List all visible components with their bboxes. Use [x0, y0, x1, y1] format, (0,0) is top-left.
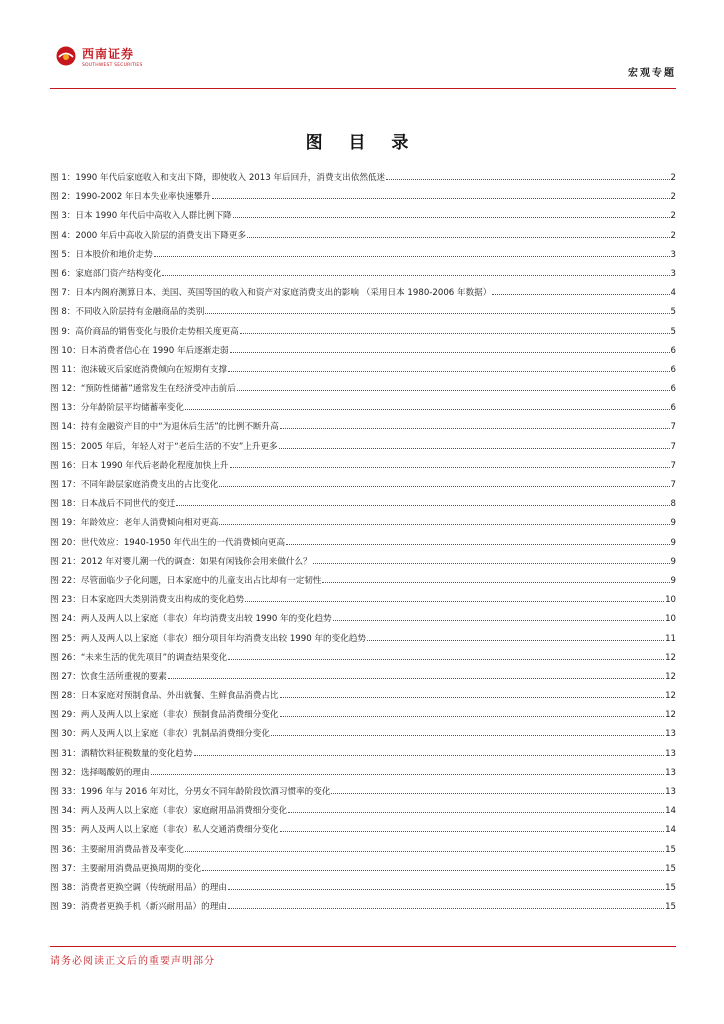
- toc-dot-leader: [313, 563, 670, 564]
- toc-entry-page: 5: [670, 307, 676, 318]
- toc-dot-leader: [331, 793, 664, 794]
- toc-entry-label: 图 32：选择喝酸奶的理由: [50, 767, 150, 778]
- toc-entry[interactable]: [50, 575, 676, 594]
- toc-dot-leader: [212, 198, 670, 199]
- toc-entry-label: 图 26：“未来生活的优先项目”的调查结果变化: [50, 652, 228, 663]
- company-logo: [50, 40, 190, 76]
- toc-entry[interactable]: [50, 460, 676, 479]
- toc-dot-leader: [247, 237, 669, 238]
- toc-dot-leader: [154, 256, 670, 257]
- toc-entry[interactable]: [50, 345, 676, 364]
- toc-entry-label: 图 30：两人及两人以上家庭（非农）乳制品消费细分变化: [50, 729, 270, 740]
- toc-entry-page: 11: [665, 633, 676, 644]
- toc-entry[interactable]: [50, 249, 676, 268]
- toc-entry-label: 图 22：尽管面临少子化问题，日本家庭中的儿童支出占比却有一定韧性: [50, 575, 322, 586]
- toc-dot-leader: [228, 908, 664, 909]
- toc-entry[interactable]: [50, 882, 676, 901]
- toc-entry-page: 2: [670, 211, 676, 222]
- toc-entry-page: 12: [665, 652, 676, 663]
- toc-entry-page: 12: [665, 671, 676, 682]
- footer-disclaimer: 请务必阅读正文后的重要声明部分: [50, 956, 215, 967]
- toc-entry[interactable]: [50, 402, 676, 421]
- toc-entry[interactable]: [50, 652, 676, 671]
- toc-entry-page: 15: [665, 844, 676, 855]
- toc-entry-page: 13: [665, 748, 676, 759]
- section-title: 宏观专题: [628, 68, 676, 79]
- toc-entry-label: 图 17：不同年龄层家庭消费支出的占比变化: [50, 480, 219, 490]
- toc-dot-leader: [367, 640, 664, 641]
- toc-entry[interactable]: [50, 230, 676, 249]
- toc-entry[interactable]: [50, 210, 676, 229]
- toc-entry[interactable]: [50, 326, 676, 345]
- toc-dot-leader: [280, 716, 665, 717]
- toc-entry-page: 10: [665, 614, 676, 625]
- toc-dot-leader: [176, 505, 669, 506]
- toc-dot-leader: [240, 333, 670, 334]
- toc-dot-leader: [228, 889, 664, 890]
- toc-dot-leader: [185, 851, 664, 852]
- toc-dot-leader: [230, 467, 670, 468]
- toc-entry-page: 7: [670, 460, 676, 471]
- toc-entry-page: 8: [670, 499, 676, 510]
- toc-entry-label: 图 20：世代效应：1940-1950 年代出生的一代消费倾向更高: [50, 537, 286, 548]
- toc-entry[interactable]: [50, 364, 676, 383]
- toc-entry-label: 图 3：日本 1990 年代后中高收入人群比例下降: [50, 211, 232, 222]
- toc-entry[interactable]: [50, 805, 676, 824]
- toc-entry-label: 图 11：泡沫破灭后家庭消费倾向在短期有支撑: [50, 364, 227, 375]
- toc-entry-page: 2: [670, 173, 676, 183]
- toc-entry-label: 图 1：1990 年代后家庭收入和支出下降，即使收入 2013 年后回升，消费支出依然低迷: [50, 173, 386, 183]
- toc-entry-page: 7: [670, 441, 676, 452]
- header-divider: [50, 88, 676, 89]
- toc-entry-page: 15: [665, 882, 676, 893]
- toc-entry-label: 图 37：主要耐用消费品更换周期的变化: [50, 863, 202, 874]
- toc-entry-label: 图 13：分年龄阶层平均储蓄率变化: [50, 403, 184, 414]
- toc-entry-page: 6: [670, 345, 676, 356]
- toc-entry-page: 6: [670, 364, 676, 375]
- toc-entry-label: 图 31：酒精饮料征税数量的变化趋势: [50, 748, 193, 759]
- toc-entry-page: 14: [665, 806, 676, 817]
- toc-entry[interactable]: [50, 844, 676, 863]
- toc-entry[interactable]: [50, 556, 676, 575]
- toc-entry[interactable]: [50, 287, 676, 306]
- logo-text-en: SOUTHWEST SECURITIES: [82, 63, 143, 68]
- toc-entry-label: 图 14：持有金融资产目的中“为退休后生活”的比例不断升高: [50, 422, 279, 433]
- toc-dot-leader: [280, 428, 670, 429]
- toc-entry-label: 图 38：消费者更换空调（传统耐用品）的理由: [50, 882, 227, 893]
- toc-entry-page: 7: [670, 480, 676, 490]
- toc-entry-page: 10: [665, 595, 676, 606]
- toc-entry-page: 6: [670, 403, 676, 414]
- toc-entry[interactable]: [50, 306, 676, 325]
- toc-entry-page: 2: [670, 192, 676, 203]
- toc-entry-label: 图 4：2000 年后中高收入阶层的消费支出下降更多: [50, 230, 247, 241]
- toc-entry[interactable]: [50, 191, 676, 210]
- toc-entry[interactable]: [50, 537, 676, 556]
- toc-entry-page: 13: [665, 767, 676, 778]
- toc-dot-leader: [168, 678, 664, 679]
- toc-entry-page: 13: [665, 729, 676, 740]
- toc-entry-page: 9: [670, 518, 676, 529]
- toc-entry-page: 2: [670, 230, 676, 241]
- toc-entry-page: 15: [665, 863, 676, 874]
- toc-entry-page: 12: [665, 691, 676, 702]
- toc-entry-label: 图 24：两人及两人以上家庭（非农）年均消费支出较 1990 年的变化趋势: [50, 614, 332, 625]
- toc-entry-label: 图 10：日本消费者信心在 1990 年后逐渐走弱: [50, 345, 229, 356]
- toc-entry-label: 图 9：高价商品的销售变化与股价走势相关度更高: [50, 326, 239, 337]
- toc-entry[interactable]: [50, 690, 676, 709]
- toc-entry[interactable]: [50, 594, 676, 613]
- toc-dot-leader: [492, 294, 669, 295]
- toc-entry[interactable]: [50, 709, 676, 728]
- toc-dot-leader: [271, 735, 664, 736]
- toc-dot-leader: [233, 217, 670, 218]
- toc-entry[interactable]: [50, 671, 676, 690]
- toc-entry-label: 图 8：不同收入阶层持有金融商品的类别: [50, 307, 205, 318]
- logo-text-cn: 西南证券: [82, 47, 135, 61]
- toc-dot-leader: [205, 313, 669, 314]
- toc-entry-label: 图 18：日本战后不同世代的变迁: [50, 499, 176, 510]
- logo-mark-icon: [56, 46, 76, 66]
- toc-dot-leader: [333, 620, 664, 621]
- toc-entry-label: 图 34：两人及两人以上家庭（非农）家庭耐用品消费细分变化: [50, 806, 288, 817]
- toc-entry-page: 6: [670, 384, 676, 395]
- toc-entry[interactable]: [50, 767, 676, 786]
- toc-entry-page: 3: [670, 249, 676, 260]
- toc-entry-page: 9: [670, 575, 676, 586]
- toc-entry[interactable]: [50, 479, 676, 498]
- toc-entry-label: 图 6：家庭部门资产结构变化: [50, 268, 162, 279]
- toc-entry[interactable]: [50, 633, 676, 652]
- toc-entry-label: 图 36：主要耐用消费品普及率变化: [50, 844, 184, 855]
- toc-entry[interactable]: [50, 863, 676, 882]
- toc-entry-label: 图 16：日本 1990 年代后老龄化程度加快上升: [50, 460, 229, 471]
- toc-dot-leader: [194, 755, 664, 756]
- toc-entry-page: 5: [670, 326, 676, 337]
- toc-entry-label: 图 12：“预防性储蓄”通常发生在经济受冲击前后: [50, 384, 236, 395]
- toc-entry-label: 图 2：1990-2002 年日本失业率快速攀升: [50, 192, 211, 203]
- toc-entry-label: 图 27：饮食生活所重视的要素: [50, 671, 167, 682]
- toc-entry-page: 3: [670, 268, 676, 279]
- toc-dot-leader: [185, 409, 670, 410]
- toc-entry[interactable]: [50, 268, 676, 287]
- toc-dot-leader: [386, 179, 669, 180]
- toc-entry-page: 15: [665, 902, 676, 913]
- toc-entry-label: 图 23：日本家庭四大类别消费支出构成的变化趋势: [50, 595, 245, 606]
- toc-entry-page: 9: [670, 537, 676, 548]
- toc-entry[interactable]: [50, 421, 676, 440]
- toc-entry[interactable]: [50, 613, 676, 632]
- toc-dot-leader: [322, 582, 669, 583]
- toc-entry-page: 12: [665, 710, 676, 721]
- toc-dot-leader: [219, 486, 669, 487]
- toc-dot-leader: [230, 352, 670, 353]
- footer-divider: [50, 946, 676, 947]
- toc-entry-page: 13: [665, 787, 676, 797]
- toc-dot-leader: [280, 697, 665, 698]
- toc-entry-label: 图 33：1996 年与 2016 年对比，分男女不同年龄阶段饮酒习惯率的变化: [50, 787, 331, 797]
- toc-entry[interactable]: [50, 786, 676, 805]
- page-header: [50, 40, 676, 84]
- toc-entry-label: 图 29：两人及两人以上家庭（非农）预制食品消费细分变化: [50, 710, 279, 721]
- toc-list: [50, 172, 676, 920]
- toc-title: 图 目 录: [305, 133, 419, 153]
- toc-dot-leader: [202, 870, 664, 871]
- toc-entry-label: 图 39：消费者更换手机（新兴耐用品）的理由: [50, 902, 227, 913]
- toc-entry-page: 7: [670, 422, 676, 433]
- toc-entry-page: 14: [665, 825, 676, 836]
- toc-entry-label: 图 25：两人及两人以上家庭（非农）细分项目年均消费支出较 1990 年的变化趋势: [50, 633, 367, 644]
- toc-entry[interactable]: [50, 728, 676, 747]
- toc-dot-leader: [245, 601, 664, 602]
- toc-dot-leader: [280, 831, 665, 832]
- toc-entry-label: 图 19：年龄效应：老年人消费倾向相对更高: [50, 518, 219, 529]
- toc-entry[interactable]: [50, 441, 676, 460]
- toc-dot-leader: [237, 390, 670, 391]
- toc-entry-label: 图 5：日本股价和地价走势: [50, 249, 153, 260]
- toc-entry-label: 图 28：日本家庭对预制食品、外出就餐、生鲜食品消费占比: [50, 691, 279, 702]
- toc-entry[interactable]: [50, 498, 676, 517]
- toc-entry[interactable]: [50, 517, 676, 536]
- toc-dot-leader: [286, 544, 669, 545]
- toc-entry-label: 图 7：日本内阁府测算日本、美国、英国等国的收入和资产对家庭消费支出的影响 （采用日本 1980-2006 年数据）: [50, 288, 492, 299]
- toc-entry-label: 图 21：2012 年对婴儿潮一代的调查：如果有闲钱你会用来做什么？: [50, 556, 312, 567]
- toc-entry-page: 9: [670, 556, 676, 567]
- toc-dot-leader: [219, 524, 669, 525]
- toc-dot-leader: [162, 275, 669, 276]
- toc-dot-leader: [228, 659, 664, 660]
- toc-entry-label: 图 15：2005 年后，年轻人对于“老后生活的不安”上升更多: [50, 441, 278, 452]
- toc-dot-leader: [279, 448, 670, 449]
- toc-entry[interactable]: [50, 824, 676, 843]
- toc-dot-leader: [228, 371, 670, 372]
- toc-dot-leader: [151, 774, 664, 775]
- toc-entry-page: 4: [670, 288, 676, 299]
- toc-entry[interactable]: [50, 748, 676, 767]
- toc-entry-label: 图 35：两人及两人以上家庭（非农）私人交通消费细分变化: [50, 825, 279, 836]
- toc-dot-leader: [288, 812, 664, 813]
- toc-entry[interactable]: [50, 172, 676, 191]
- toc-entry[interactable]: [50, 901, 676, 920]
- toc-entry[interactable]: [50, 383, 676, 402]
